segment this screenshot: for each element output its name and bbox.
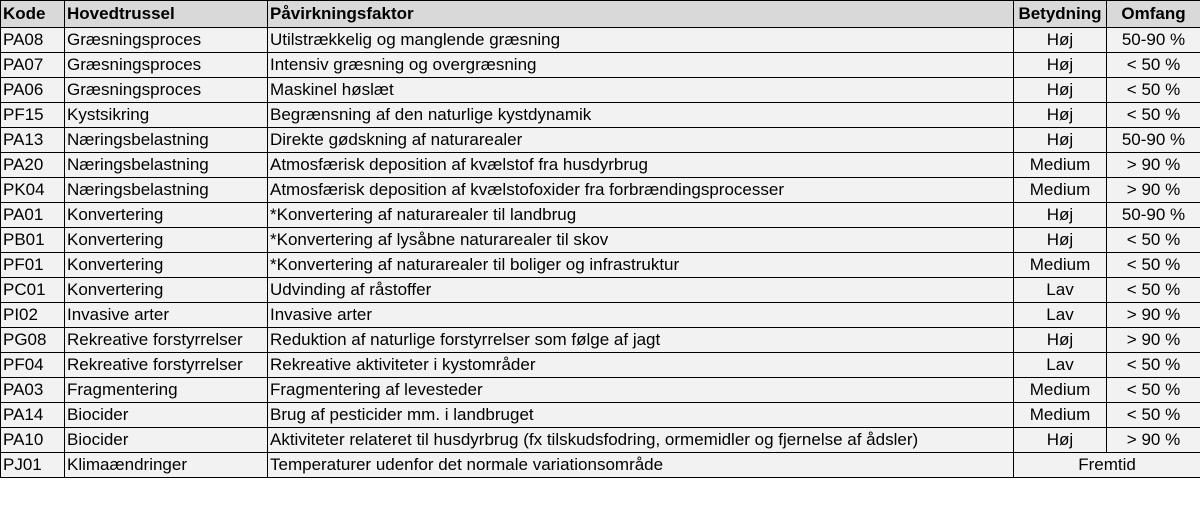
cell-kode: PA13: [1, 128, 65, 153]
cell-omfang: < 50 %: [1107, 403, 1200, 428]
table-row: [1, 303, 1200, 328]
cell-hovedtrussel: Rekreative forstyrrelser: [65, 353, 268, 378]
header-kode: Kode: [1, 1, 65, 28]
cell-hovedtrussel: Græsningsproces: [65, 53, 268, 78]
cell-hovedtrussel: Konvertering: [65, 203, 268, 228]
cell-hovedtrussel: Græsningsproces: [65, 28, 268, 53]
header-paavirkningsfaktor: Påvirkningsfaktor: [268, 1, 1014, 28]
cell-hovedtrussel: Kystsikring: [65, 103, 268, 128]
cell-faktor: Reduktion af naturlige forstyrrelser som følge af jagt: [268, 328, 1014, 353]
table-row: [1, 103, 1200, 128]
cell-betydning: Høj: [1014, 103, 1107, 128]
cell-betydning: Høj: [1014, 428, 1107, 453]
cell-faktor: Brug af pesticider mm. i landbruget: [268, 403, 1014, 428]
cell-hovedtrussel: Græsningsproces: [65, 78, 268, 103]
cell-faktor: Aktiviteter relateret til husdyrbrug (fx tilskudsfodring, ormemidler og fjernelse af ådsler): [268, 428, 1014, 453]
cell-hovedtrussel: Klimaændringer: [65, 453, 268, 478]
cell-betydning: Høj: [1014, 128, 1107, 153]
cell-omfang: 50-90 %: [1107, 28, 1200, 53]
cell-faktor: Utilstrækkelig og manglende græsning: [268, 28, 1014, 53]
header-row: [1, 1, 1200, 28]
cell-omfang: < 50 %: [1107, 353, 1200, 378]
cell-betydning: Medium: [1014, 253, 1107, 278]
cell-betydning: Lav: [1014, 278, 1107, 303]
cell-kode: PF04: [1, 353, 65, 378]
cell-omfang: < 50 %: [1107, 103, 1200, 128]
cell-betydning: Høj: [1014, 28, 1107, 53]
cell-faktor: Atmosfærisk deposition af kvælstof fra husdyrbrug: [268, 153, 1014, 178]
table-row: [1, 203, 1200, 228]
cell-omfang: > 90 %: [1107, 303, 1200, 328]
cell-betydning: Høj: [1014, 328, 1107, 353]
header-hovedtrussel: Hovedtrussel: [65, 1, 268, 28]
cell-omfang: < 50 %: [1107, 78, 1200, 103]
table-row: [1, 278, 1200, 303]
table-row: [1, 403, 1200, 428]
table-row: [1, 128, 1200, 153]
cell-kode: PK04: [1, 178, 65, 203]
cell-hovedtrussel: Invasive arter: [65, 303, 268, 328]
cell-betydning: Medium: [1014, 178, 1107, 203]
cell-omfang: > 90 %: [1107, 178, 1200, 203]
cell-hovedtrussel: Konvertering: [65, 228, 268, 253]
cell-betydning: Lav: [1014, 303, 1107, 328]
cell-faktor: Temperaturer udenfor det normale variationsområde: [268, 453, 1014, 478]
cell-omfang: 50-90 %: [1107, 203, 1200, 228]
cell-faktor: Maskinel høslæt: [268, 78, 1014, 103]
cell-hovedtrussel: Biocider: [65, 428, 268, 453]
cell-omfang: < 50 %: [1107, 53, 1200, 78]
cell-kode: PA07: [1, 53, 65, 78]
cell-hovedtrussel: Konvertering: [65, 278, 268, 303]
table-row: [1, 428, 1200, 453]
cell-omfang: > 90 %: [1107, 428, 1200, 453]
cell-faktor: Rekreative aktiviteter i kystområder: [268, 353, 1014, 378]
cell-hovedtrussel: Næringsbelastning: [65, 153, 268, 178]
header-omfang: Omfang: [1107, 1, 1200, 28]
cell-kode: PF01: [1, 253, 65, 278]
cell-kode: PC01: [1, 278, 65, 303]
cell-kode: PA14: [1, 403, 65, 428]
cell-kode: PA10: [1, 428, 65, 453]
cell-merged-fremtid: Fremtid: [1014, 453, 1200, 478]
cell-faktor: Udvinding af råstoffer: [268, 278, 1014, 303]
cell-faktor: Direkte gødskning af naturarealer: [268, 128, 1014, 153]
cell-kode: PI02: [1, 303, 65, 328]
cell-faktor: Invasive arter: [268, 303, 1014, 328]
table-row: [1, 228, 1200, 253]
cell-kode: PA01: [1, 203, 65, 228]
cell-omfang: < 50 %: [1107, 378, 1200, 403]
cell-faktor: Begrænsning af den naturlige kystdynamik: [268, 103, 1014, 128]
cell-betydning: Høj: [1014, 228, 1107, 253]
cell-betydning: Medium: [1014, 378, 1107, 403]
table-row: [1, 253, 1200, 278]
cell-omfang: < 50 %: [1107, 253, 1200, 278]
cell-omfang: 50-90 %: [1107, 128, 1200, 153]
cell-omfang: < 50 %: [1107, 278, 1200, 303]
cell-kode: PJ01: [1, 453, 65, 478]
cell-kode: PF15: [1, 103, 65, 128]
cell-kode: PB01: [1, 228, 65, 253]
cell-kode: PA03: [1, 378, 65, 403]
cell-betydning: Høj: [1014, 203, 1107, 228]
table-row: [1, 178, 1200, 203]
cell-betydning: Høj: [1014, 78, 1107, 103]
table-body: [1, 28, 1200, 478]
cell-omfang: > 90 %: [1107, 328, 1200, 353]
cell-kode: PA20: [1, 153, 65, 178]
cell-hovedtrussel: Fragmentering: [65, 378, 268, 403]
table-row: [1, 153, 1200, 178]
cell-faktor: Intensiv græsning og overgræsning: [268, 53, 1014, 78]
cell-betydning: Medium: [1014, 153, 1107, 178]
cell-betydning: Høj: [1014, 53, 1107, 78]
cell-faktor: *Konvertering af naturarealer til boliger og infrastruktur: [268, 253, 1014, 278]
table-row: [1, 78, 1200, 103]
cell-kode: PA06: [1, 78, 65, 103]
table-row: [1, 28, 1200, 53]
cell-betydning: Lav: [1014, 353, 1107, 378]
table-row: [1, 53, 1200, 78]
table-row: [1, 353, 1200, 378]
cell-betydning: Medium: [1014, 403, 1107, 428]
cell-faktor: Fragmentering af levesteder: [268, 378, 1014, 403]
cell-hovedtrussel: Konvertering: [65, 253, 268, 278]
cell-hovedtrussel: Næringsbelastning: [65, 178, 268, 203]
cell-kode: PA08: [1, 28, 65, 53]
cell-hovedtrussel: Rekreative forstyrrelser: [65, 328, 268, 353]
cell-faktor: *Konvertering af naturarealer til landbrug: [268, 203, 1014, 228]
cell-omfang: < 50 %: [1107, 228, 1200, 253]
cell-kode: PG08: [1, 328, 65, 353]
cell-hovedtrussel: Næringsbelastning: [65, 128, 268, 153]
cell-faktor: *Konvertering af lysåbne naturarealer til skov: [268, 228, 1014, 253]
table-row: [1, 328, 1200, 353]
header-betydning: Betydning: [1014, 1, 1107, 28]
cell-hovedtrussel: Biocider: [65, 403, 268, 428]
table-row: [1, 378, 1200, 403]
cell-faktor: Atmosfærisk deposition af kvælstofoxider fra forbrændingsprocesser: [268, 178, 1014, 203]
table-row-last: [1, 453, 1200, 478]
cell-omfang: > 90 %: [1107, 153, 1200, 178]
